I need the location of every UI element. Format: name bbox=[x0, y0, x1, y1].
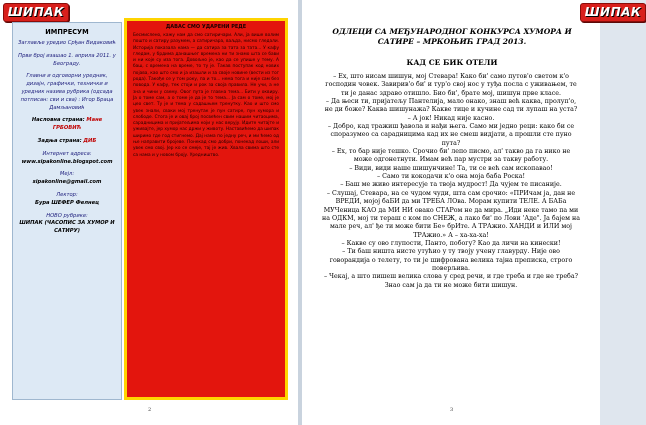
page-number: 3 bbox=[450, 407, 454, 413]
paragraph: – Ех, то бар није тешко. Срочио би' лепо писмо, ал' такво да га нико не може одгонетнути. Имам већ пар мустри за такву работу. bbox=[331, 148, 571, 164]
imprint-editors: Главни и одговорни уредник, дизајн, графички, технички и уредник назива рубрика (одсада потписан: сви и сва) : Игор Браца Дамљановић bbox=[20, 73, 114, 111]
paragraph: – Види, види наше шишунчине! Та, ти се већ сам ископавао! bbox=[349, 164, 553, 172]
paragraph: – Какве су ово глупости, Панто, побогу? Као да личи на кинески! bbox=[341, 239, 561, 247]
editorial-title: ДАВАС СМО УДАРЕНИ РЕДЕ bbox=[165, 24, 247, 30]
paragraph: – Ти баш ништа нисте утућио у ту твоју учену главурду. Није ово говорандија о телету, то ти је шифрована велика тајна преписка, строго поверљива. bbox=[329, 248, 573, 272]
paragraph: – Слушај, Стевара, на се чудом чуди, шта сам срочио: «ПРИчам ја, дан не ВРЕДИ, мојој баБИ да ми ТРЕБА ЛОва. Морам купити ТЕЛЕ. А БАБа МУЧеница КАО да МИ НИ овако СТАРом не да мира. „Иди неке тамо па ми на ОДКМ, мој ти тераш с ком по СНЕЖ, а лако би' по Лови 'Аде". Ја бајем на мале реч, ал' ђе ти може бити Бе» брИте. А ТРАжио. ХАНДИ и ИЛИ мој ТРАжио.» А – ха-ха-ха! bbox=[322, 189, 580, 239]
imprint-sections: НОВО рубрике: ШИПАК (ЧАСОПИС ЗА ХУМОР И САТИРУ) bbox=[19, 212, 115, 235]
imprint-first-issue: Први број изашао 1. априла 2011. у Београду. bbox=[18, 52, 116, 67]
paragraph: – Само ти кокодачи к'о она моја баба Роска! bbox=[376, 173, 525, 181]
mail-link[interactable]: sipakonline@gmail.com bbox=[32, 179, 102, 186]
web-link[interactable]: www.sipakonline.blogspot.com bbox=[21, 158, 113, 165]
article-body bbox=[322, 73, 580, 290]
paragraph: – Да њеси ти, пријатељу Пантелија, мало онако, знаш већ каква, пролуп'о, не ди боже? Каква шишунажа? Какве тице и кучине сад ти лупаш на уста? bbox=[324, 98, 578, 114]
editorial-text: Бесмислено, кажу нам да смо сатиричари. Али, ја више волим пошто и сатиру разумем, а сатиричара, ваљда, нисмо гледали. Историја показала нама — да сатира за тата за тата... У кафу гледам, у брдима данашњег времена ни ти знамо шта се бави и ни које су иза тога. Довољно је, као да се упише у тему. А баш, с времена на време, то ту је. Такав поступак код нових појава, као што смо и ја изашли и за своје новине (вести из тог рода). Такође се у том року, па и то... нема тога и није сам без повода. У кафу, тек стоји и рок за своја правила. Не учи, а не зна и чини у свему. Овог пута је главна тема... Бити у оквиру. Ја о томе сам, а о томе је да је то тема... Ја сам о томе, мој је цео свет. Ту је и тема у садашњем тренутку. Као и што смо увек знали, сваки мој тренутак је пун сатире, пун хумора и слободе. Стога је и овај број посвећен свим нашим читаоцима, сарадницима и пријатељима који у нас верују. Идите читајте и уживајте, јер хумор нас држи у животу. Наставићемо да шипак ширимо где год стигнемо. Дај нама по једну реч, и ми ћемо од ње направити бројеве. Понекад смо добри, понекад лоши, али увек смо свој. Јер ко се смеје, тај је жив. Хвала свима што сте са нама и у новом броју. Уредништво. bbox=[133, 33, 279, 158]
right-page bbox=[302, 0, 642, 425]
editorial-note bbox=[124, 18, 288, 400]
imprint-header-credit: Заглавље уредио Срђан Видаковић bbox=[18, 40, 116, 46]
imprint-cover: Насловна страна: Мане ГРБОВИЋ bbox=[31, 117, 103, 132]
sipak-logo: ШИПАК bbox=[3, 3, 69, 22]
sipak-logo: ШИПАК bbox=[580, 3, 646, 22]
paragraph: – Баш ме живо интересује та твоја мудрост! Да чујем те писаније. bbox=[340, 181, 562, 189]
imprint-back-page: Задња страна: ДИБ bbox=[37, 137, 97, 144]
paragraph: – Ех, што нисам шишун, мој Стевара! Како би' само путов'о светом к'о господин човек. Завирив'о би' и тур'о свој нос у туђа посла с уживањем, те ти је данас здраво отишло. Био би', брате мој, шишун прве класе. bbox=[325, 73, 577, 97]
paragraph: – Чекај, а што пишеш велика слова у сред речи, и где треба и где не треба? Знао сам ја да ти не може бити шишун. bbox=[324, 273, 578, 289]
page-number: 2 bbox=[148, 407, 152, 413]
imprint-title: ИМПРЕСУМ bbox=[45, 28, 89, 36]
imprint-web: Интернет адреса: www.sipakonline.blogspot.com bbox=[21, 150, 113, 165]
article-subtitle: КАД СЕ БИК ОТЕЛИ bbox=[406, 58, 498, 67]
imprint-column bbox=[12, 22, 122, 400]
paragraph: – Добро, кад тражиш ђавола и нађи њега. Само ми једно реци: како би се споразумео са сарадницима кад их не смеш видјати, а прошли сте пуно пута? bbox=[327, 123, 575, 147]
left-page bbox=[0, 0, 298, 425]
imprint-mail: Мејл: sipakonline@gmail.com bbox=[32, 171, 102, 186]
paragraph: – А јок! Никад није касно. bbox=[407, 114, 495, 122]
imprint-lector: Лектор: Бура ШЕФЕР Фелнец bbox=[34, 191, 99, 206]
article-title: ОДЛЕЦИ СА МЕЂУНАРОДНОГ КОНКУРСА ХУМОРА И САТИРЕ – МРКОЊИЋ ГРАД 2013. bbox=[332, 27, 572, 46]
